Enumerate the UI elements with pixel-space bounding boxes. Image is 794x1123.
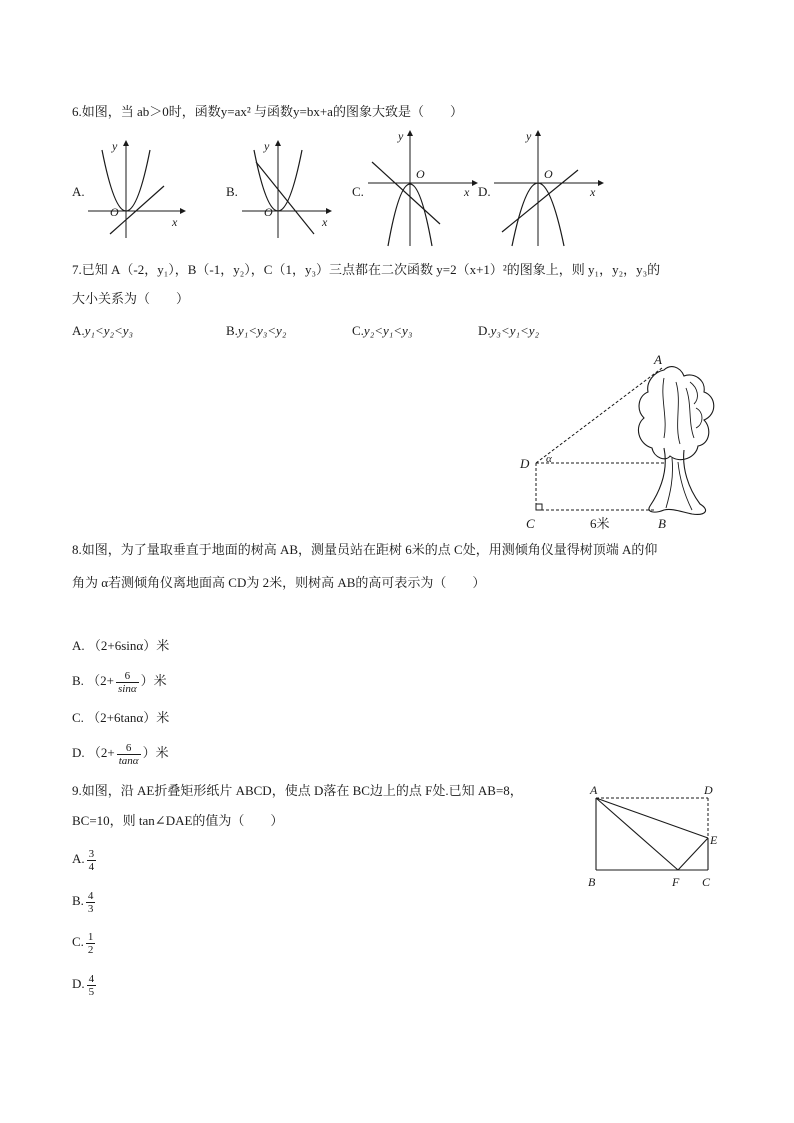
q9-option-c-numerator: 1: [87, 930, 94, 943]
q6-b-y-label: y: [264, 139, 270, 153]
q9-stem-line2: BC=10，则 tan∠DAE的值为（ ）: [72, 813, 284, 828]
q9-label-b: B: [588, 875, 596, 889]
q8-option-b-numerator: 6: [124, 669, 131, 682]
q9-option-d-numerator: 4: [88, 972, 95, 985]
q7-option-c[interactable]: [352, 323, 412, 339]
q8-option-d-fraction: [117, 742, 141, 767]
q8-option-c-label: C.: [72, 710, 84, 725]
q8-option-d-post: ）米: [142, 745, 169, 760]
q7-stem-line1: 7.已知 A（-2，y₁），B（-1，y₂），C（1，y₃）三点都在二次函数 y=2（x+1）²的图象上，则 y₁，y₂，y₃的: [72, 262, 661, 277]
q7-option-a-label: A.: [72, 323, 85, 338]
q6-option-a-label[interactable]: A.: [72, 184, 85, 199]
q9-option-d[interactable]: [72, 967, 98, 1001]
q8-stem-line1: 8.如图，为了量取垂直于地面的树高 AB，测量员站在距树 6米的点 C处，用测倾角仪量得树顶端 A的仰: [72, 542, 658, 557]
q7-option-a-text: y₁<y₂<y₃: [84, 323, 134, 338]
q7-option-d[interactable]: [478, 323, 539, 339]
q8-option-d[interactable]: [72, 736, 169, 770]
q8-option-c[interactable]: [72, 710, 169, 726]
q6-a-y-label: y: [112, 139, 118, 153]
q8-option-d-numerator: 6: [125, 741, 132, 754]
q9-option-a[interactable]: [72, 842, 98, 876]
q8-stem-line2: 角为 α若测倾角仪离地面高 CD为 2米，则树高 AB的高可表示为（ ）: [72, 575, 486, 590]
q8-label-c: C: [526, 516, 535, 531]
q7-option-b-label: B.: [226, 323, 238, 338]
q9-option-d-fraction: [87, 973, 97, 998]
q9-figure-rectangle: [586, 782, 726, 892]
q8-label-alpha: α: [546, 453, 552, 465]
q8-option-d-denominator: tanα: [118, 754, 139, 767]
q6-graph-c: [368, 128, 488, 248]
q9-option-a-fraction: [87, 848, 97, 873]
q9-option-b-label: B.: [72, 893, 84, 908]
q7-option-b[interactable]: [226, 323, 286, 339]
q9-option-b-fraction: [86, 890, 96, 915]
q8-label-b: B: [658, 516, 666, 531]
q9-stem-line1: 9.如图，沿 AE折叠矩形纸片 ABCD，使点 D落在 BC边上的点 F处.已知 AB=8，: [72, 783, 523, 798]
q8-label-a: A: [654, 352, 662, 367]
q8-option-a-label: A.: [72, 638, 85, 653]
q7-option-c-label: C.: [352, 323, 364, 338]
q8-option-b-label: B.: [72, 673, 84, 688]
q8-option-a-text: （2+6sinα）米: [87, 638, 170, 653]
q9-option-a-label: A.: [72, 851, 85, 866]
q9-option-b-denominator: 3: [87, 902, 94, 915]
q6-c-y-label: y: [398, 129, 404, 143]
q6-graph-d: [494, 128, 614, 248]
q9-option-b[interactable]: [72, 884, 97, 918]
q7-option-d-text: y₃<y₁<y₂: [490, 323, 540, 338]
q9-option-c[interactable]: [72, 925, 97, 959]
q6-graph-b: [242, 138, 342, 238]
q6-option-d-label[interactable]: D.: [478, 184, 491, 199]
q7-option-a[interactable]: [72, 323, 133, 339]
q6-stem: 6.如图，当 ab＞0时，函数y=ax² 与函数y=bx+a的图象大致是（ ）: [72, 104, 463, 119]
q6-b-x-label: x: [322, 215, 328, 229]
q6-c-origin-label: O: [416, 167, 425, 181]
q9-option-a-denominator: 4: [88, 860, 95, 873]
q9-option-c-label: C.: [72, 934, 84, 949]
q6-b-origin-label: O: [264, 205, 273, 219]
q6-d-x-label: x: [590, 185, 596, 199]
q6-c-x-label: x: [464, 185, 470, 199]
q9-label-f: F: [672, 875, 680, 889]
q9-option-d-label: D.: [72, 976, 85, 991]
q8-option-b-fraction: [116, 670, 139, 695]
q6-d-y-label: y: [526, 129, 532, 143]
q7-option-d-label: D.: [478, 323, 491, 338]
q9-label-d: D: [704, 783, 713, 797]
q9-option-c-denominator: 2: [87, 943, 94, 956]
q8-label-distance: 6米: [590, 516, 610, 531]
q8-option-b-pre: （2+: [87, 673, 115, 688]
q9-label-a: A: [590, 783, 598, 797]
q9-label-e: E: [710, 833, 718, 847]
q8-option-c-text: （2+6tanα）米: [87, 710, 170, 725]
q9-option-a-numerator: 3: [88, 847, 95, 860]
q8-option-b-denominator: sinα: [118, 682, 137, 695]
q6-a-origin-label: O: [110, 205, 119, 219]
q8-option-d-label: D.: [72, 745, 85, 760]
q9-option-d-denominator: 5: [88, 985, 95, 998]
q7-option-c-text: y₂<y₁<y₃: [363, 323, 413, 338]
q8-option-b[interactable]: [72, 664, 167, 698]
q9-option-c-fraction: [86, 931, 96, 956]
q8-option-d-pre: （2+: [87, 745, 115, 760]
q8-label-d: D: [520, 456, 530, 471]
q8-option-a[interactable]: [72, 638, 169, 654]
q9-option-b-numerator: 4: [87, 889, 94, 902]
q6-option-b-label[interactable]: B.: [226, 184, 238, 199]
q9-label-c: C: [702, 875, 711, 889]
q6-d-origin-label: O: [544, 167, 553, 181]
q6-option-c-label[interactable]: C.: [352, 184, 364, 199]
q6-graph-a: [88, 138, 188, 238]
q6-a-x-label: x: [172, 215, 178, 229]
q8-option-b-post: ）米: [140, 673, 167, 688]
q7-option-b-text: y₁<y₃<y₂: [237, 323, 287, 338]
q7-stem-line2: 大小关系为（ ）: [72, 291, 190, 306]
q8-figure-tree: [514, 348, 744, 538]
